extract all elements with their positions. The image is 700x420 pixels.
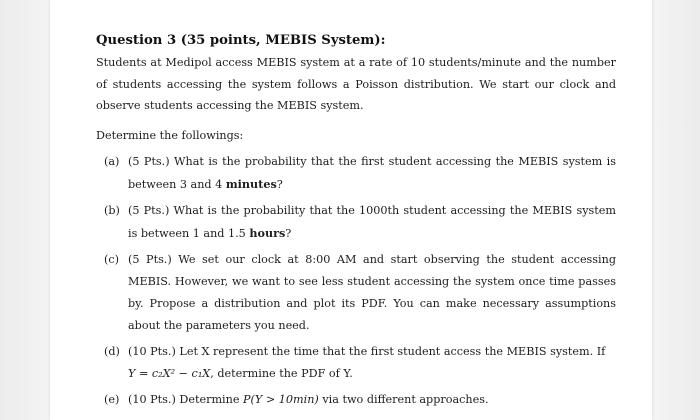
part-e-label: (e) [104, 392, 120, 406]
part-a-text-before: (5 Pts.) What is the probability that the first student accessing the MEBIS system is between 3 and 4 [128, 154, 616, 191]
part-a-bold: minutes [225, 176, 277, 191]
part-b-text-after: ? [285, 226, 292, 240]
part-b-text [128, 200, 616, 245]
part-e-text-after: via two different approaches. [318, 392, 489, 406]
part-b-text-before: (5 Pts.) What is the probability that the 1000th student accessing the MEBIS system is between 1 and 1.5 [128, 203, 616, 240]
left-background [0, 0, 50, 420]
part-d-text [128, 341, 616, 385]
part-a-text-after: ? [276, 177, 283, 191]
part-d [96, 341, 616, 385]
part-b [96, 200, 616, 245]
question-content [96, 30, 616, 415]
part-e-formula: P(Y > 10min) [243, 392, 319, 406]
part-d-formula: Y = c₂X² − c₁X [128, 366, 211, 380]
part-c-text: (5 Pts.) We set our clock at 8:00 AM and start observing the student accessing MEBIS. However, we want to see less student accessing the system once time passes by. Propose a distribution and plot its PDF. You can make necessary assumptions about the parameters you need. [128, 252, 616, 332]
document-page [50, 0, 652, 420]
right-background [652, 0, 700, 420]
determine-heading: Determine the followings: [96, 128, 244, 142]
part-e [96, 389, 616, 411]
part-b-label: (b) [104, 203, 120, 217]
question-intro: Students at Medipol access MEBIS system at a rate of 10 students/minute and the number of students accessing the system follows a Poisson distribution. We start our clock and observe students accessing the MEBIS system. [96, 56, 616, 112]
part-d-text-after: , determine the PDF of Y. [210, 366, 353, 380]
part-d-label: (d) [104, 344, 120, 358]
part-d-text-before: (10 Pts.) Let X represent the time that the first student access the MEBIS system. If [128, 344, 606, 358]
part-a-label: (a) [104, 154, 120, 168]
part-e-text-before: (10 Pts.) Determine [128, 392, 244, 406]
question-title: Question 3 (35 points, MEBIS System): [96, 33, 386, 48]
part-a [96, 151, 616, 196]
part-e-text [128, 389, 616, 411]
part-b-bold: hours [249, 225, 286, 240]
part-a-text [128, 151, 616, 196]
part-c [96, 249, 616, 337]
part-c-label: (c) [104, 252, 119, 266]
